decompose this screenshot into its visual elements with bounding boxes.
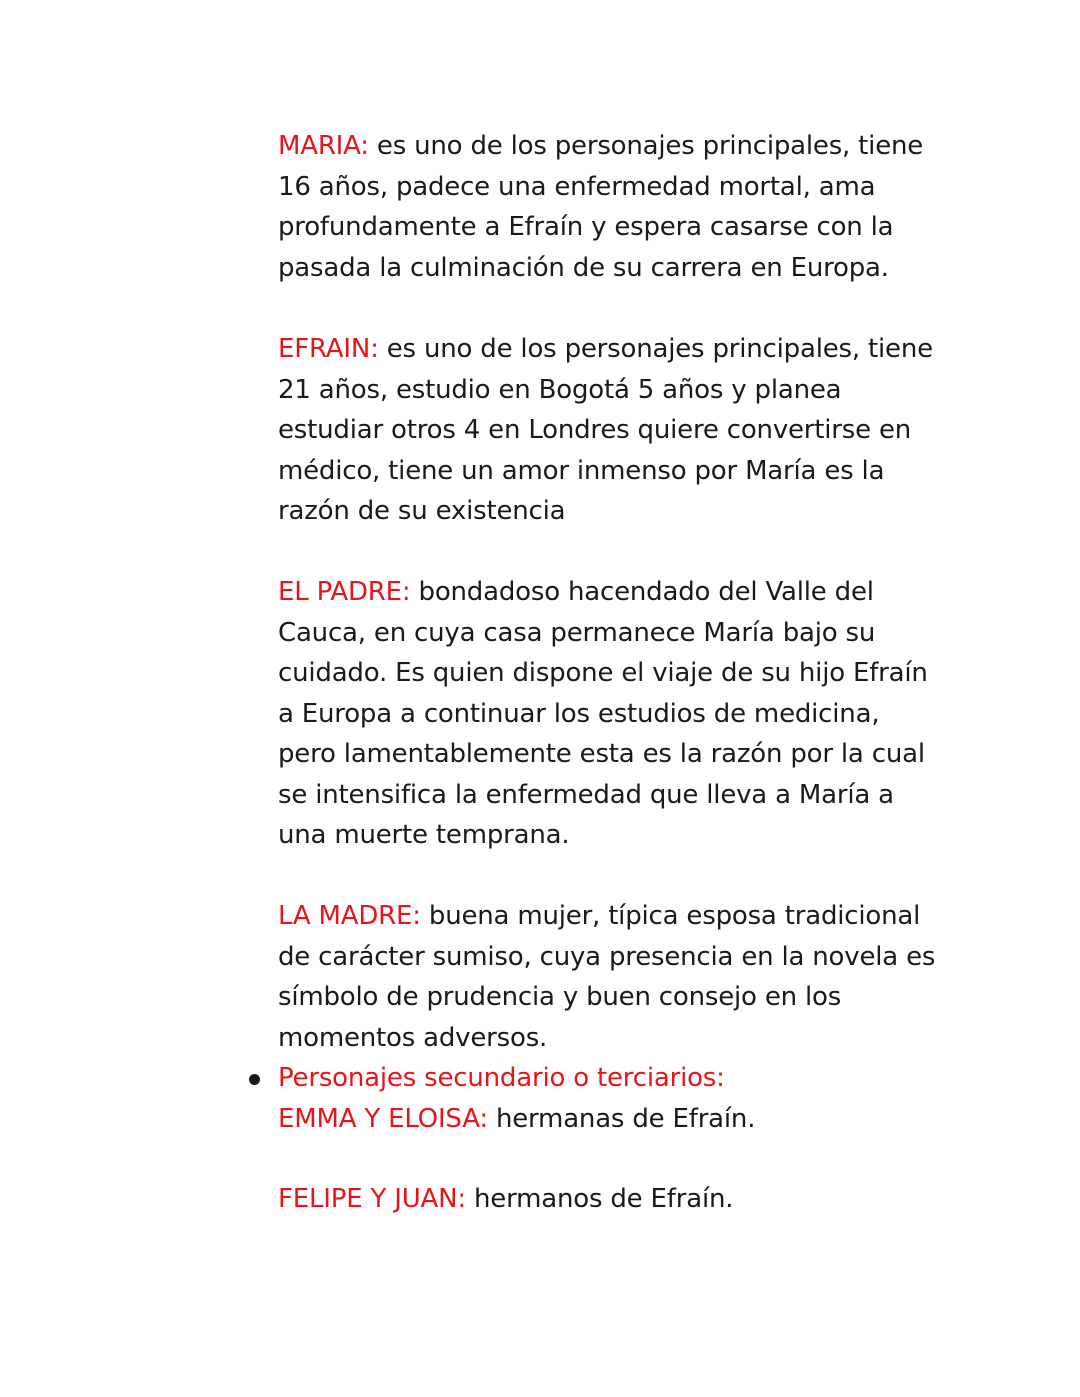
character-label: MARIA: [278,131,369,161]
character-entry-el-padre [278,572,938,856]
character-entry-efrain [278,329,938,532]
character-description: buena mujer, típica esposa tradicional de carácter sumiso, cuya presencia en la novela es símbolo de prudencia y buen consejo en los momentos adversos. [278,901,936,1053]
character-label: EFRAIN: [278,334,379,364]
character-label: FELIPE Y JUAN: [278,1184,466,1214]
character-description: es uno de los personajes principales, tiene 21 años, estudio en Bogotá 5 años y planea estudiar otros 4 en Londres quiere convertirse en médico, tiene un amor inmenso por María es la razón de su existencia [278,334,933,526]
character-label: EL PADRE: [278,577,411,607]
character-label: LA MADRE: [278,901,421,931]
character-entry-felipe-juan [278,1179,938,1220]
character-entry-la-madre [278,896,938,1058]
character-label: EMMA Y ELOISA: [278,1103,488,1134]
bullet-icon [249,1074,260,1085]
secondary-characters-section [278,1058,938,1139]
character-description: bondadoso hacendado del Valle del Cauca, en cuya casa permanece María bajo su cuidado. Es quien dispone el viaje de su hijo Efraín a Europa a continuar los estudios de medicina, pero lamentablemente esta es la razón por la cual se intensifica la enfermedad que lleva a María a una muerte temprana. [278,577,928,850]
character-description: es uno de los personajes principales, tiene 16 años, padece una enfermedad mortal, ama profundamente a Efraín y espera casarse con la pasada la culminación de su carrera en Europa. [278,131,924,283]
character-entry-maria [278,126,938,288]
character-description: hermanas de Efraín. [487,1103,756,1134]
character-description: hermanos de Efraín. [465,1184,734,1214]
secondary-characters-heading: Personajes secundario o terciarios: [278,1063,725,1093]
